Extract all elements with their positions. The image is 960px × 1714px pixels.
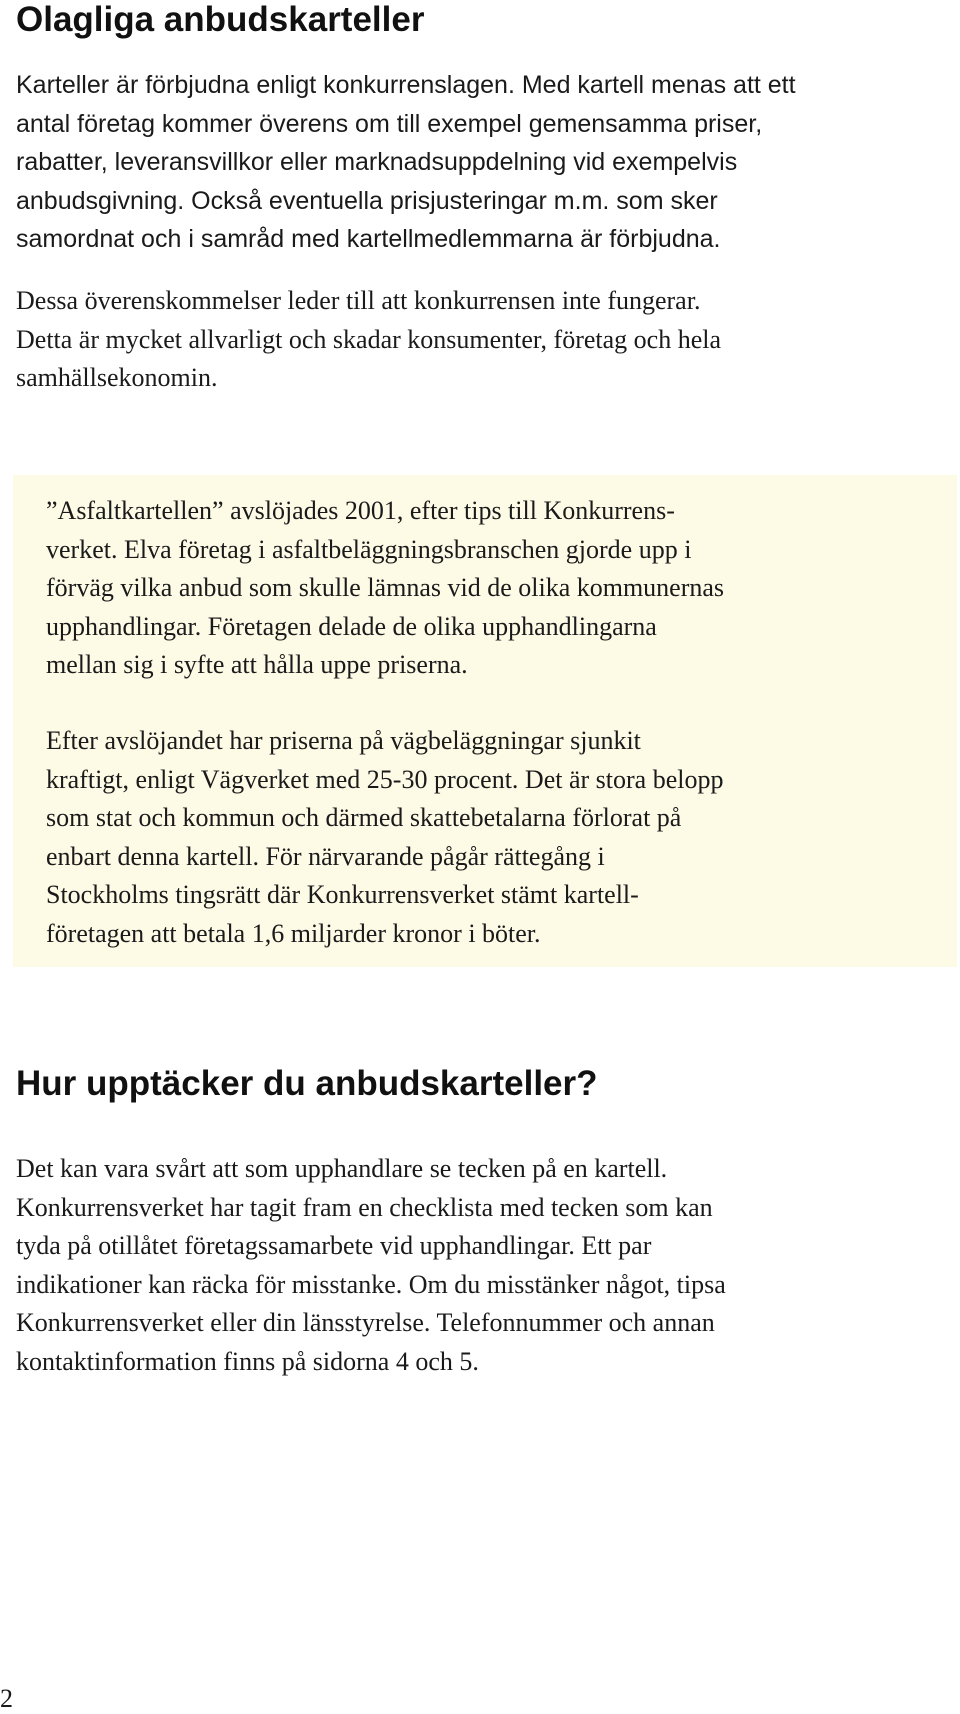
page-title: Olagliga anbudskarteller [16, 0, 425, 39]
text-line: tyda på otillåtet företagssamarbete vid upphandlingar. Ett par [16, 1231, 652, 1260]
callout-paragraph-1 [46, 492, 724, 685]
text-line: rabatter, leveransvillkor eller marknadsuppdelning vid exempelvis [16, 148, 738, 176]
text-line: samordnat och i samråd med kartellmedlemmarna är förbjudna. [16, 225, 721, 253]
text-line: Stockholms tingsrätt där Konkurrensverket stämt kartell- [46, 880, 639, 909]
text-line: Dessa överenskommelser leder till att konkurrensen inte fungerar. [16, 286, 701, 315]
text-line: företagen att betala 1,6 miljarder kronor i böter. [46, 918, 541, 948]
intro-paragraph-2 [16, 282, 721, 398]
page-number: 2 [0, 1684, 13, 1713]
text-line: ”Asfaltkartellen” avslöjades 2001, efter tips till Konkurrens- [46, 496, 675, 525]
text-line: Konkurrensverket eller din länsstyrelse. Telefonnummer och annan [16, 1308, 715, 1337]
section-paragraph [16, 1150, 726, 1381]
text-line: Det kan vara svårt att som upphandlare se tecken på en kartell. [16, 1154, 668, 1183]
text-line: kraftigt, enligt Vägverket med 25-30 procent. Det är stora belopp [46, 764, 724, 794]
text-line: upphandlingar. Företagen delade de olika upphandlingarna [46, 611, 657, 641]
section-heading: Hur upptäcker du anbudskarteller? [16, 1064, 598, 1103]
intro-paragraph-1 [16, 66, 796, 259]
text-line: som stat och kommun och därmed skattebetalarna förlorat på [46, 803, 682, 832]
text-line: Konkurrensverket har tagit fram en checklista med tecken som kan [16, 1192, 713, 1222]
text-line: mellan sig i syfte att hålla uppe priserna. [46, 650, 468, 679]
text-line: Karteller är förbjudna enligt konkurrenslagen. Med kartell menas att ett [16, 71, 796, 99]
callout-paragraph-2 [46, 722, 723, 953]
text-line: anbudsgivning. Också eventuella prisjusteringar m.m. som sker [16, 186, 718, 215]
text-line: förväg vilka anbud som skulle lämnas vid de olika kommunernas [46, 573, 725, 602]
text-line: indikationer kan räcka för misstanke. Om du misstänker något, tipsa [16, 1269, 726, 1299]
text-line: Detta är mycket allvarligt och skadar konsumenter, företag och hela [16, 324, 722, 354]
text-line: samhällsekonomin. [16, 363, 218, 392]
text-line: antal företag kommer överens om till exempel gemensamma priser, [16, 109, 763, 138]
text-line: Efter avslöjandet har priserna på vägbeläggningar sjunkit [46, 726, 641, 755]
text-line: verket. Elva företag i asfaltbeläggningsbranschen gjorde upp i [46, 534, 692, 564]
text-line: enbart denna kartell. För närvarande pågår rättegång i [46, 841, 605, 871]
text-line: kontaktinformation finns på sidorna 4 och 5. [16, 1346, 479, 1376]
